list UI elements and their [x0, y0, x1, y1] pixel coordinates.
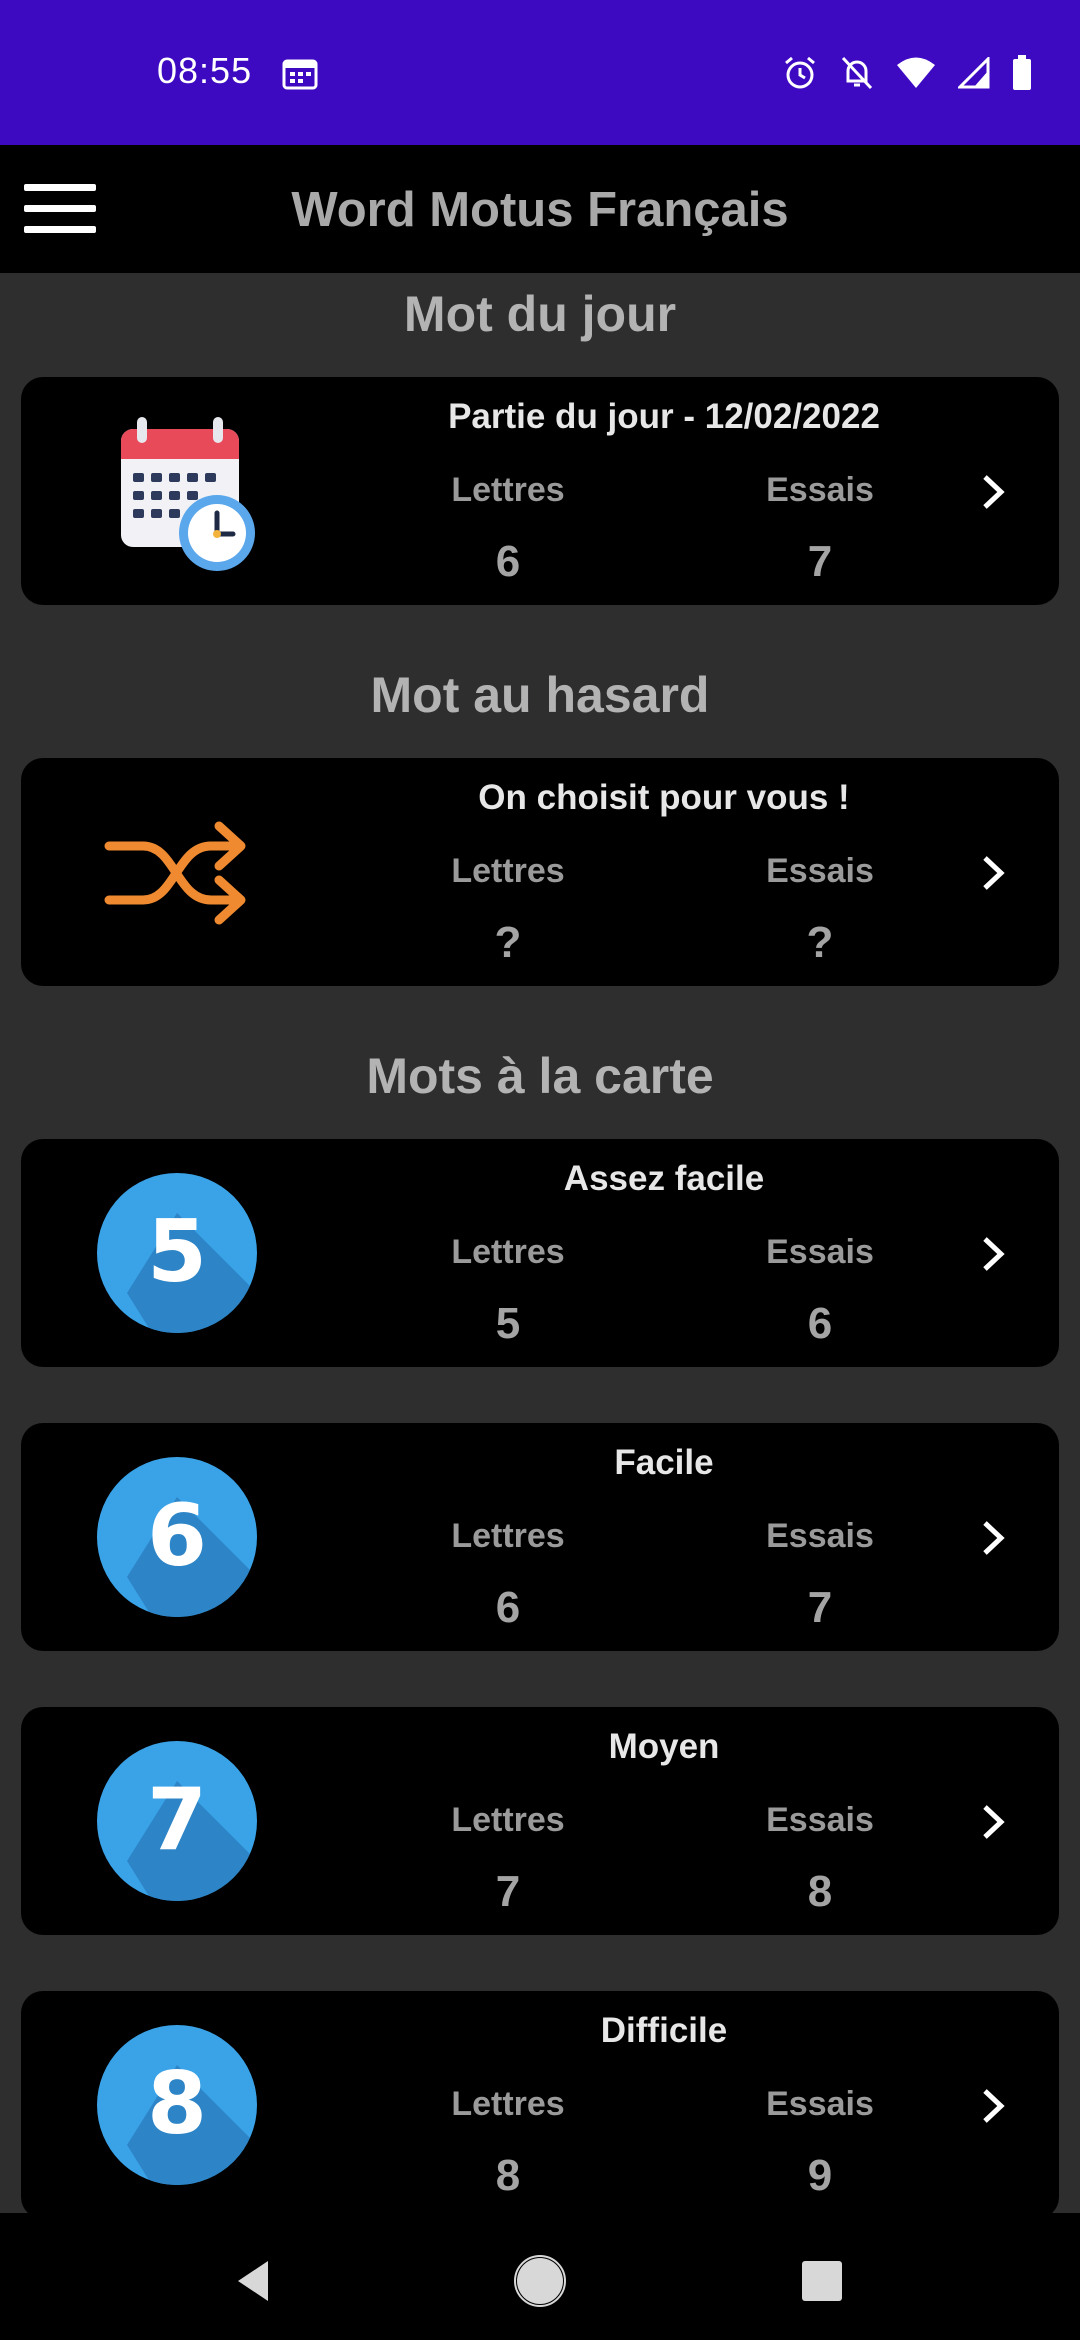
letters-value: 7	[495, 1867, 521, 1916]
tries-label: Essais	[766, 1517, 874, 1555]
letters-label: Lettres	[451, 852, 565, 890]
section-title-custom: Mots à la carte	[366, 1048, 714, 1104]
tries-value: 7	[807, 537, 833, 586]
card-title: Partie du jour - 12/02/2022	[448, 397, 880, 436]
letters-label: Lettres	[451, 1517, 565, 1555]
card-title: Difficile	[600, 2011, 728, 2050]
section-title-random: Mot au hasard	[370, 667, 710, 723]
letters-value: 6	[495, 537, 521, 586]
calendar-clock-icon	[93, 407, 259, 573]
tries-label: Essais	[766, 1233, 874, 1271]
number-8-icon	[97, 2025, 257, 2185]
bell-off-icon	[840, 55, 874, 91]
level-card-8[interactable]	[21, 1991, 1059, 2213]
letters-label: Lettres	[451, 471, 565, 509]
status-time: 08:55	[157, 50, 253, 91]
letters-label: Lettres	[451, 1801, 565, 1839]
svg-text:6: 6	[147, 1486, 207, 1586]
wifi-icon	[896, 56, 936, 90]
svg-text:7: 7	[147, 1770, 207, 1870]
battery-icon	[1012, 55, 1032, 91]
chevron-right-icon	[976, 1235, 1010, 1273]
number-5-icon	[97, 1173, 257, 1333]
card-title: Moyen	[608, 1727, 720, 1766]
svg-text:8: 8	[147, 2054, 207, 2154]
status-bar	[0, 0, 1080, 145]
signal-icon	[958, 57, 990, 89]
chevron-right-icon	[976, 473, 1010, 511]
tries-label: Essais	[766, 852, 874, 890]
chevron-right-icon	[976, 2087, 1010, 2125]
card-title: Facile	[614, 1443, 714, 1482]
chevron-right-icon	[976, 854, 1010, 892]
shuffle-icon	[93, 788, 259, 954]
daily-word-card[interactable]	[21, 377, 1059, 605]
main-content[interactable]	[0, 273, 1080, 2213]
alarm-icon	[782, 55, 818, 91]
card-title: Assez facile	[563, 1159, 765, 1198]
random-word-card[interactable]	[21, 758, 1059, 986]
tries-value: ?	[806, 918, 834, 967]
tries-label: Essais	[766, 471, 874, 509]
number-7-icon	[97, 1741, 257, 1901]
letters-value: 6	[495, 1583, 521, 1632]
letters-label: Lettres	[451, 2085, 565, 2123]
letters-value: 5	[495, 1299, 521, 1348]
tries-value: 8	[807, 1867, 833, 1916]
section-title-daily: Mot du jour	[403, 286, 677, 342]
back-icon[interactable]	[226, 2251, 286, 2311]
chevron-right-icon	[976, 1803, 1010, 1841]
tries-value: 6	[807, 1299, 833, 1348]
tries-value: 7	[807, 1583, 833, 1632]
chevron-right-icon	[976, 1519, 1010, 1557]
letters-value: ?	[494, 918, 522, 967]
app-title: Word Motus Français	[291, 183, 789, 237]
tries-label: Essais	[766, 1801, 874, 1839]
card-title: On choisit pour vous !	[478, 778, 850, 817]
tries-value: 9	[807, 2151, 833, 2200]
tries-label: Essais	[766, 2085, 874, 2123]
level-card-5[interactable]	[21, 1139, 1059, 1367]
letters-label: Lettres	[451, 1233, 565, 1271]
level-card-7[interactable]	[21, 1707, 1059, 1935]
letters-value: 8	[495, 2151, 521, 2200]
home-icon[interactable]	[510, 2251, 570, 2311]
calendar-icon	[282, 58, 318, 90]
app-bar	[0, 145, 1080, 273]
recents-icon[interactable]	[792, 2251, 852, 2311]
level-card-6[interactable]	[21, 1423, 1059, 1651]
svg-text:5: 5	[147, 1202, 207, 1302]
system-nav-bar	[0, 2213, 1080, 2340]
number-6-icon	[97, 1457, 257, 1617]
